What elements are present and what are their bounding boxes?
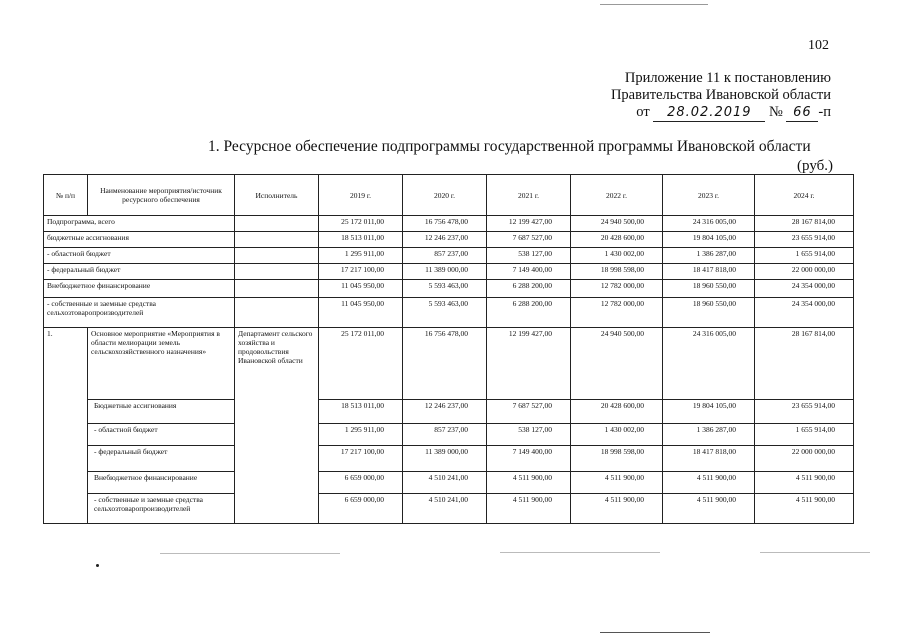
row-label: Внебюджетное финансирование (88, 472, 235, 494)
activity-executor: Департамент сельского хозяйства и продовольствия Ивановской области (235, 328, 319, 524)
value-cell: 4 511 900,00 (755, 472, 854, 494)
appendix-line-2: Правительства Ивановской области (610, 87, 831, 103)
table-row (44, 248, 854, 264)
row-label: - областной бюджет (88, 424, 235, 446)
value-cell: 7 149 400,00 (487, 446, 571, 472)
scan-artifact-line (500, 552, 660, 553)
row-label: бюджетные ассигнования (44, 232, 235, 248)
value-cell: 1 386 287,00 (663, 248, 755, 264)
number-suffix: -п (818, 104, 831, 120)
value-cell: 4 511 900,00 (487, 472, 571, 494)
value-cell: 6 288 200,00 (487, 298, 571, 328)
value-cell: 5 593 463,00 (403, 280, 487, 298)
value-cell: 6 659 000,00 (319, 472, 403, 494)
appendix-header (611, 70, 831, 122)
value-cell: 23 655 914,00 (755, 232, 854, 248)
row-label: - областной бюджет (44, 248, 235, 264)
scan-dot (96, 564, 99, 567)
table-row (44, 298, 854, 328)
value-cell: 12 782 000,00 (571, 280, 663, 298)
value-cell: 18 513 011,00 (319, 232, 403, 248)
value-cell: 857 237,00 (403, 248, 487, 264)
value-cell: 6 659 000,00 (319, 494, 403, 524)
value-cell: 24 354 000,00 (755, 298, 854, 328)
value-cell: 12 199 427,00 (487, 216, 571, 232)
value-cell: 16 756 478,00 (403, 216, 487, 232)
value-cell: 18 513 011,00 (319, 400, 403, 424)
executor-cell (235, 248, 319, 264)
value-cell: 857 237,00 (403, 424, 487, 446)
scan-artifact-bottom (600, 632, 710, 633)
value-cell: 7 687 527,00 (487, 232, 571, 248)
scan-artifact-line (160, 553, 340, 554)
value-cell: 16 756 478,00 (403, 328, 487, 400)
table-row (44, 264, 854, 280)
table-row (44, 472, 854, 494)
value-cell: 17 217 100,00 (319, 446, 403, 472)
scan-artifact-top (600, 4, 708, 5)
row-label: Внебюджетное финансирование (44, 280, 235, 298)
value-cell: 12 246 237,00 (403, 400, 487, 424)
table-header-row (44, 175, 854, 216)
row-label: - федеральный бюджет (88, 446, 235, 472)
table-row (44, 232, 854, 248)
value-cell: 4 510 241,00 (403, 472, 487, 494)
value-cell: 19 804 105,00 (663, 232, 755, 248)
value-cell: 18 998 598,00 (571, 446, 663, 472)
value-cell: 1 430 002,00 (571, 248, 663, 264)
page-number: 102 (808, 38, 829, 53)
value-cell: 24 354 000,00 (755, 280, 854, 298)
value-cell: 11 045 950,00 (319, 298, 403, 328)
scan-artifact-line (760, 552, 870, 553)
value-cell: 24 316 005,00 (663, 328, 755, 400)
executor-cell (235, 298, 319, 328)
value-cell: 11 389 000,00 (403, 446, 487, 472)
header-number: № п/п (44, 175, 88, 216)
value-cell: 24 940 500,00 (571, 216, 663, 232)
table-row (44, 446, 854, 472)
value-cell: 1 655 914,00 (755, 424, 854, 446)
header-year: 2019 г. (319, 175, 403, 216)
value-cell: 28 167 814,00 (755, 328, 854, 400)
value-cell: 20 428 600,00 (571, 400, 663, 424)
row-label: - федеральный бюджет (44, 264, 235, 280)
page-title: 1. Ресурсное обеспечение подпрограммы государственной программы Ивановской области (208, 138, 811, 155)
table-row (44, 400, 854, 424)
value-cell: 1 386 287,00 (663, 424, 755, 446)
value-cell: 11 389 000,00 (403, 264, 487, 280)
currency-unit: (руб.) (797, 158, 833, 174)
from-label: от (636, 104, 650, 120)
executor-cell (235, 280, 319, 298)
value-cell: 4 511 900,00 (663, 472, 755, 494)
value-cell: 22 000 000,00 (755, 446, 854, 472)
value-cell: 12 782 000,00 (571, 298, 663, 328)
value-cell: 538 127,00 (487, 424, 571, 446)
value-cell: 17 217 100,00 (319, 264, 403, 280)
executor-cell (235, 216, 319, 232)
handwritten-date: 28.02.2019 (653, 104, 765, 122)
value-cell: 24 940 500,00 (571, 328, 663, 400)
resource-table (43, 174, 854, 524)
number-label: № (768, 104, 783, 120)
activity-name: Основное мероприятие «Мероприятия в области мелиорации земель сельскохозяйственного назначения» (88, 328, 235, 400)
executor-cell (235, 232, 319, 248)
header-executor: Исполнитель (235, 175, 319, 216)
value-cell: 25 172 011,00 (319, 328, 403, 400)
table-row (44, 280, 854, 298)
value-cell: 18 417 818,00 (663, 264, 755, 280)
value-cell: 4 510 241,00 (403, 494, 487, 524)
value-cell: 20 428 600,00 (571, 232, 663, 248)
header-year: 2021 г. (487, 175, 571, 216)
value-cell: 4 511 900,00 (571, 494, 663, 524)
header-year: 2020 г. (403, 175, 487, 216)
value-cell: 1 295 911,00 (319, 424, 403, 446)
value-cell: 6 288 200,00 (487, 280, 571, 298)
value-cell: 19 804 105,00 (663, 400, 755, 424)
value-cell: 12 199 427,00 (487, 328, 571, 400)
row-label: Бюджетные ассигнования (88, 400, 235, 424)
value-cell: 25 172 011,00 (319, 216, 403, 232)
value-cell: 4 511 900,00 (487, 494, 571, 524)
header-year: 2022 г. (571, 175, 663, 216)
value-cell: 7 149 400,00 (487, 264, 571, 280)
row-label: - собственные и заемные средства сельхозтоваропроизводителей (44, 298, 235, 328)
appendix-line-3 (611, 104, 831, 122)
value-cell: 5 593 463,00 (403, 298, 487, 328)
value-cell: 11 045 950,00 (319, 280, 403, 298)
value-cell: 4 511 900,00 (571, 472, 663, 494)
table-row (44, 216, 854, 232)
value-cell: 7 687 527,00 (487, 400, 571, 424)
value-cell: 538 127,00 (487, 248, 571, 264)
header-activity: Наименование мероприятия/источник ресурсного обеспечения (88, 175, 235, 216)
value-cell: 23 655 914,00 (755, 400, 854, 424)
activity-number: 1. (44, 328, 88, 524)
handwritten-number: 66 (786, 104, 818, 122)
appendix-line-1: Приложение 11 к постановлению (624, 70, 831, 86)
value-cell: 24 316 005,00 (663, 216, 755, 232)
value-cell: 1 430 002,00 (571, 424, 663, 446)
row-label: - собственные и заемные средства сельхозтоваропроизводителей (88, 494, 235, 524)
value-cell: 28 167 814,00 (755, 216, 854, 232)
value-cell: 22 000 000,00 (755, 264, 854, 280)
table-row (44, 494, 854, 524)
header-year: 2024 г. (755, 175, 854, 216)
value-cell: 18 960 550,00 (663, 280, 755, 298)
value-cell: 18 417 818,00 (663, 446, 755, 472)
value-cell: 18 998 598,00 (571, 264, 663, 280)
executor-cell (235, 264, 319, 280)
value-cell: 12 246 237,00 (403, 232, 487, 248)
header-year: 2023 г. (663, 175, 755, 216)
table-row (44, 424, 854, 446)
value-cell: 18 960 550,00 (663, 298, 755, 328)
value-cell: 1 655 914,00 (755, 248, 854, 264)
value-cell: 4 511 900,00 (663, 494, 755, 524)
value-cell: 4 511 900,00 (755, 494, 854, 524)
row-label: Подпрограмма, всего (44, 216, 235, 232)
value-cell: 1 295 911,00 (319, 248, 403, 264)
activity-row (44, 328, 854, 400)
